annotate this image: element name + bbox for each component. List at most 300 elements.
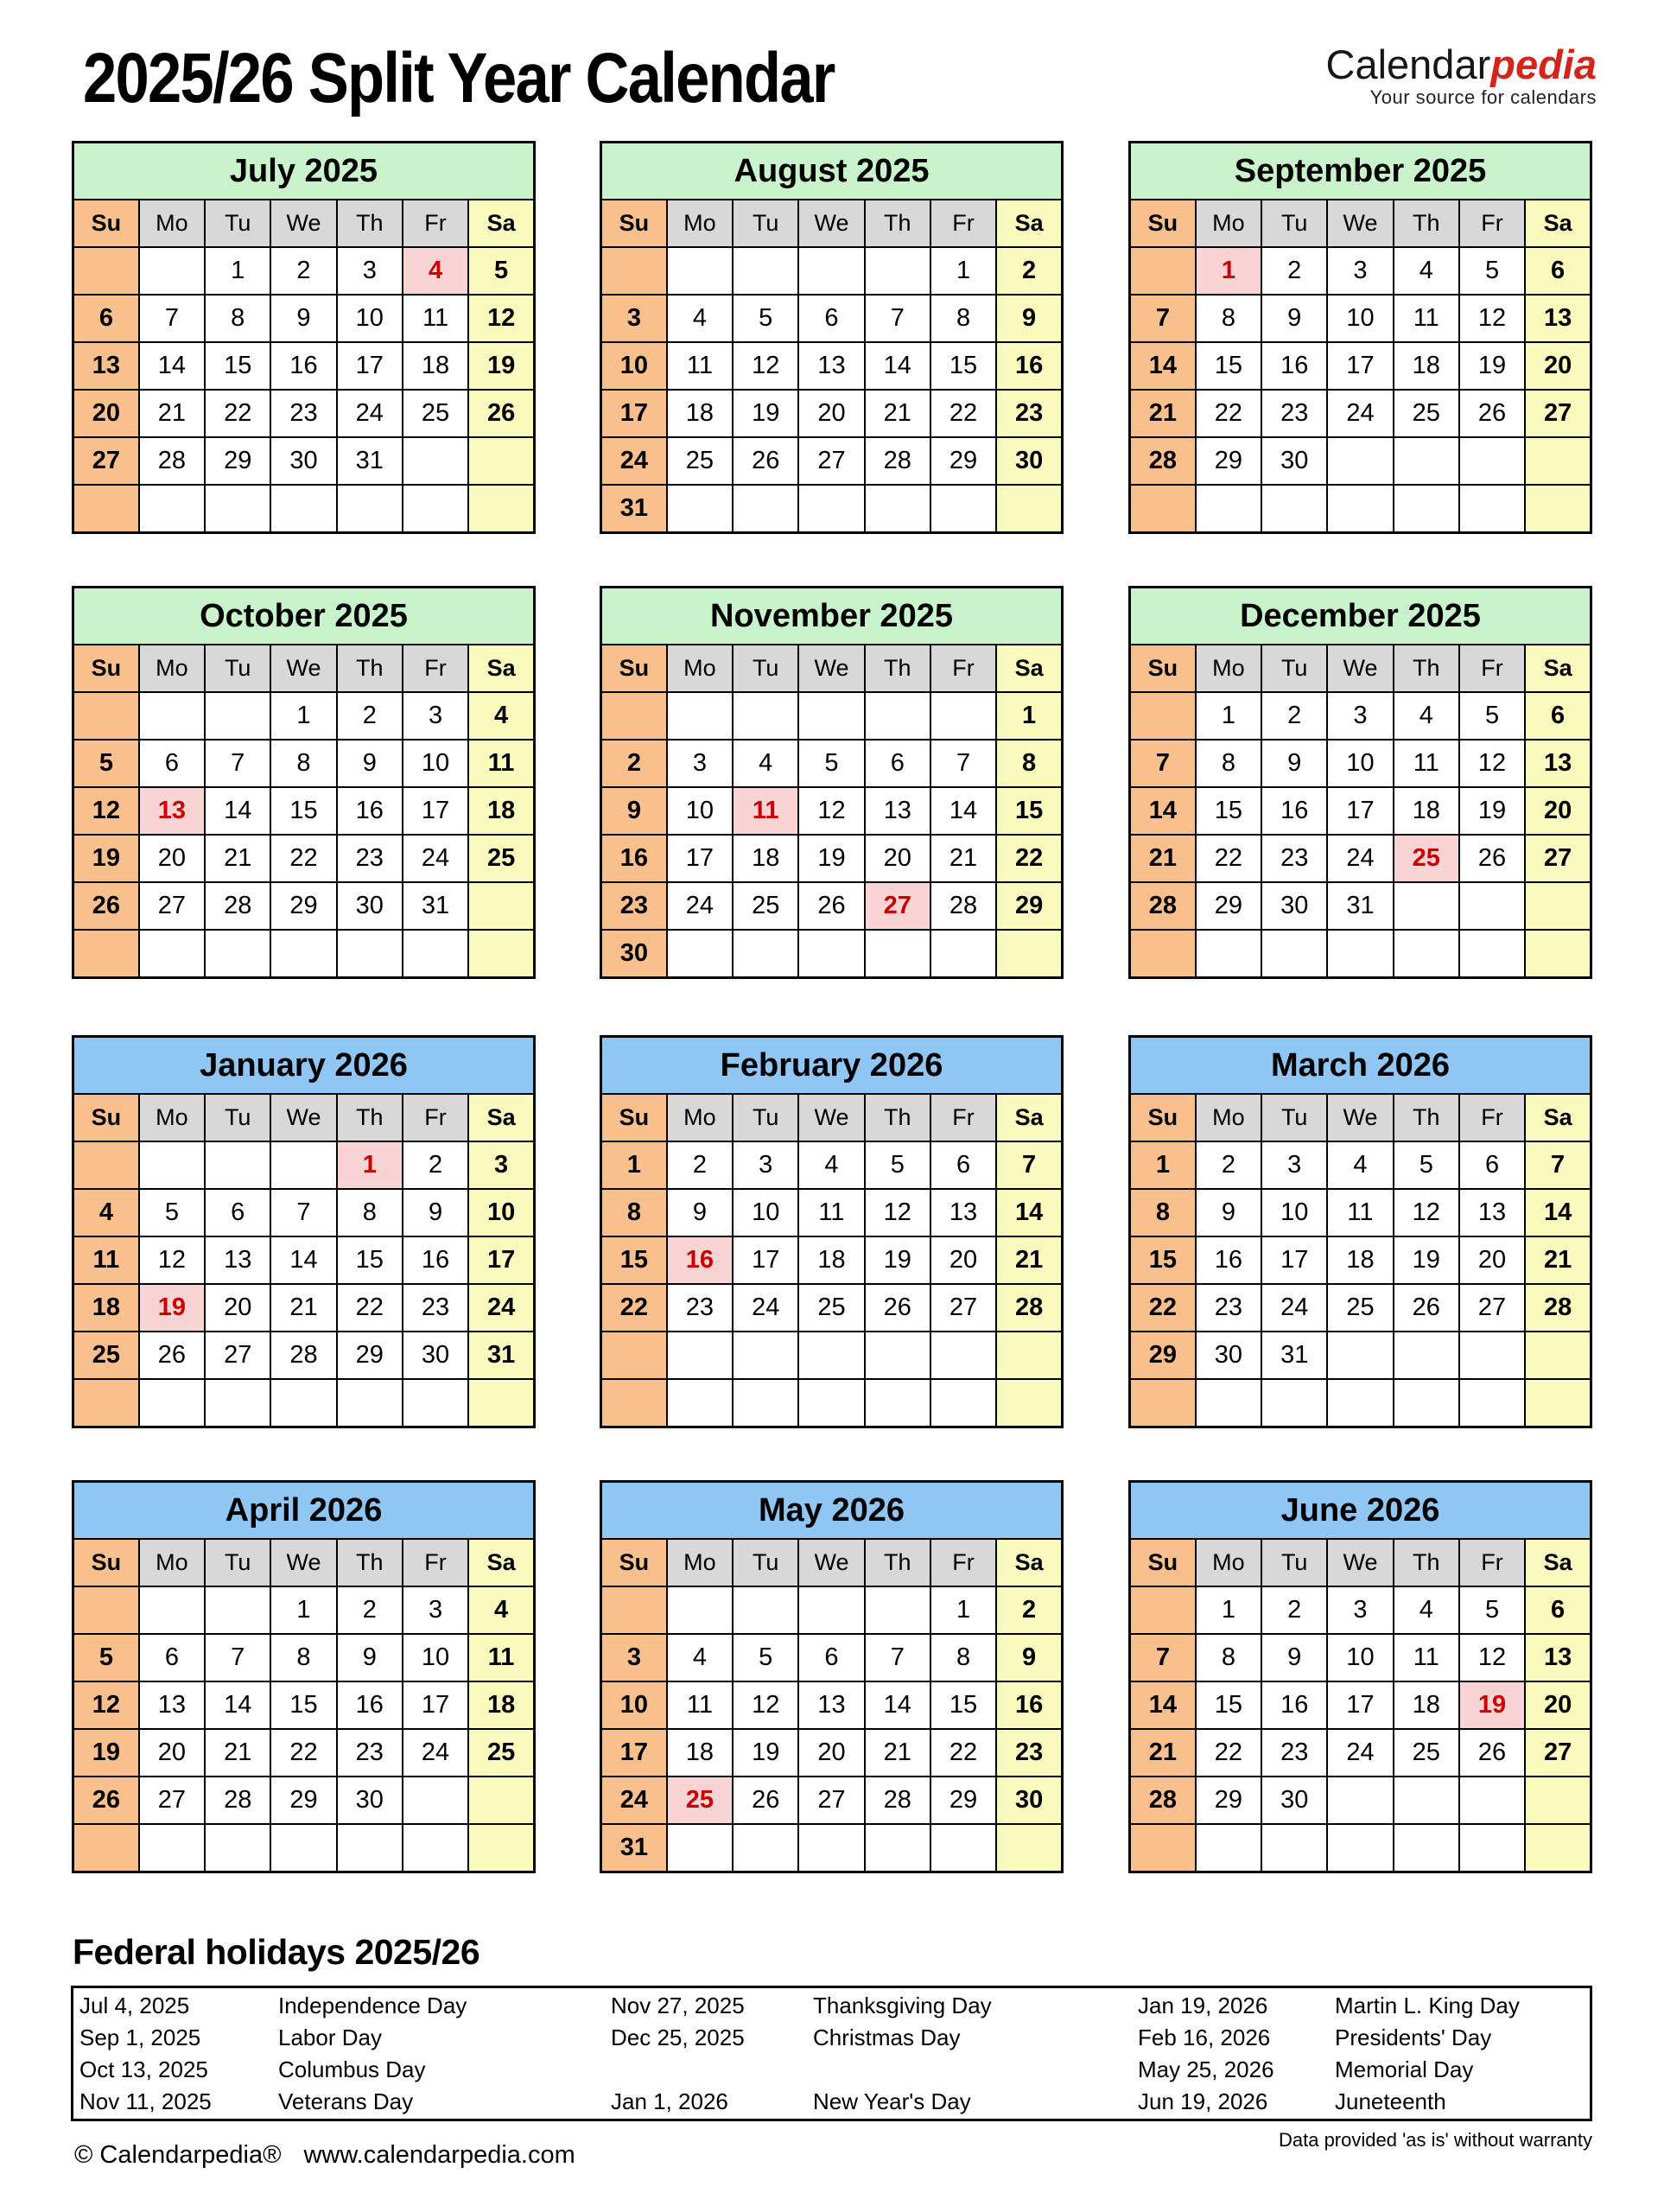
logo-wordmark — [1326, 43, 1597, 86]
holiday-date: Jan 19, 2026 — [1138, 1993, 1268, 2018]
empty-cell — [1394, 437, 1459, 485]
logo-tagline: Your source for calendars — [1369, 86, 1597, 109]
day-name-su: Su — [601, 1539, 667, 1586]
date-cell: 5 — [1459, 1586, 1525, 1634]
day-name-su: Su — [73, 1539, 139, 1586]
date-cell: 29 — [996, 882, 1062, 930]
date-cell: 6 — [139, 740, 205, 787]
date-cell: 4 — [733, 740, 798, 787]
date-cell: 11 — [1327, 1189, 1393, 1236]
date-cell: 19 — [73, 1729, 139, 1777]
date-cell: 18 — [667, 390, 733, 437]
date-cell: 2 — [601, 740, 667, 787]
date-cell: 1 — [930, 1586, 996, 1634]
date-cell: 19 — [1459, 787, 1525, 835]
date-cell: 3 — [468, 1141, 534, 1189]
day-name-th: Th — [865, 645, 930, 692]
date-cell: 23 — [601, 882, 667, 930]
empty-cell — [139, 1586, 205, 1634]
day-name-fr: Fr — [930, 1094, 996, 1141]
holiday-date: Jun 19, 2026 — [1138, 2088, 1268, 2114]
month-title: June 2026 — [1130, 1482, 1591, 1540]
date-cell: 17 — [337, 342, 403, 390]
date-cell: 1 — [1196, 247, 1261, 295]
date-cell: 22 — [270, 1729, 336, 1777]
date-cell: 1 — [270, 692, 336, 740]
date-cell: 6 — [205, 1189, 270, 1236]
date-cell: 1 — [930, 247, 996, 295]
month-table-august-2025 — [600, 141, 1064, 534]
date-cell: 28 — [205, 882, 270, 930]
day-name-th: Th — [337, 200, 403, 247]
day-name-th: Th — [337, 1094, 403, 1141]
date-cell: 27 — [1525, 390, 1591, 437]
month-table-december-2025 — [1128, 586, 1592, 979]
date-cell: 14 — [1525, 1189, 1591, 1236]
date-cell: 8 — [270, 1634, 336, 1681]
month-title: March 2026 — [1130, 1037, 1591, 1095]
date-cell: 30 — [601, 930, 667, 978]
empty-cell — [139, 930, 205, 978]
date-cell: 11 — [468, 740, 534, 787]
date-cell: 18 — [468, 787, 534, 835]
date-cell: 11 — [667, 1681, 733, 1729]
date-cell: 2 — [1261, 692, 1327, 740]
calendarpedia-logo — [1326, 43, 1597, 107]
empty-cell — [468, 882, 534, 930]
date-cell: 27 — [798, 1777, 864, 1824]
date-cell: 8 — [1196, 1634, 1261, 1681]
date-cell: 11 — [1394, 1634, 1459, 1681]
day-name-tu: Tu — [205, 1539, 270, 1586]
empty-cell — [1525, 1379, 1591, 1427]
date-cell: 17 — [1261, 1236, 1327, 1284]
month-table-april-2026 — [72, 1480, 536, 1873]
empty-cell — [1130, 1379, 1196, 1427]
date-cell: 7 — [205, 740, 270, 787]
holiday-name: Christmas Day — [813, 2024, 961, 2050]
date-cell: 6 — [73, 295, 139, 342]
empty-cell — [1130, 485, 1196, 533]
day-name-fr: Fr — [1459, 645, 1525, 692]
date-cell: 28 — [139, 437, 205, 485]
empty-cell — [996, 485, 1062, 533]
date-cell: 10 — [403, 740, 468, 787]
empty-cell — [798, 692, 864, 740]
date-cell: 25 — [667, 1777, 733, 1824]
date-cell: 20 — [930, 1236, 996, 1284]
date-cell: 5 — [1394, 1141, 1459, 1189]
day-name-mo: Mo — [139, 1094, 205, 1141]
empty-cell — [1459, 1379, 1525, 1427]
date-cell: 26 — [798, 882, 864, 930]
date-cell: 22 — [1196, 1729, 1261, 1777]
empty-cell — [337, 485, 403, 533]
federal-holidays-table — [71, 1986, 1592, 2121]
month-table-june-2026 — [1128, 1480, 1592, 1873]
empty-cell — [1394, 485, 1459, 533]
date-cell: 13 — [205, 1236, 270, 1284]
day-name-we: We — [798, 645, 864, 692]
date-cell: 19 — [865, 1236, 930, 1284]
empty-cell — [1394, 1824, 1459, 1872]
date-cell: 14 — [205, 787, 270, 835]
date-cell: 9 — [1261, 740, 1327, 787]
month-title: February 2026 — [601, 1037, 1063, 1095]
date-cell: 16 — [403, 1236, 468, 1284]
day-name-su: Su — [73, 1094, 139, 1141]
month-title: August 2025 — [601, 143, 1063, 200]
date-cell: 17 — [667, 835, 733, 882]
date-cell: 3 — [403, 1586, 468, 1634]
empty-cell — [1327, 485, 1393, 533]
date-cell: 17 — [733, 1236, 798, 1284]
empty-cell — [73, 1379, 139, 1427]
empty-cell — [798, 1379, 864, 1427]
date-cell: 2 — [337, 1586, 403, 1634]
date-cell: 24 — [733, 1284, 798, 1332]
day-name-tu: Tu — [205, 200, 270, 247]
date-cell: 4 — [1394, 247, 1459, 295]
empty-cell — [601, 1332, 667, 1379]
date-cell: 16 — [996, 342, 1062, 390]
date-cell: 29 — [270, 1777, 336, 1824]
holiday-name: Memorial Day — [1335, 2056, 1474, 2082]
holiday-date: May 25, 2026 — [1138, 2056, 1274, 2082]
empty-cell — [1394, 1379, 1459, 1427]
date-cell: 7 — [865, 295, 930, 342]
date-cell: 13 — [798, 1681, 864, 1729]
date-cell: 16 — [601, 835, 667, 882]
empty-cell — [601, 1586, 667, 1634]
date-cell: 14 — [865, 1681, 930, 1729]
month-title: January 2026 — [73, 1037, 535, 1095]
day-name-sa: Sa — [468, 200, 534, 247]
date-cell: 4 — [667, 1634, 733, 1681]
date-cell: 7 — [270, 1189, 336, 1236]
day-name-mo: Mo — [667, 1539, 733, 1586]
date-cell: 19 — [798, 835, 864, 882]
date-cell: 16 — [1261, 1681, 1327, 1729]
day-name-fr: Fr — [930, 200, 996, 247]
date-cell: 2 — [996, 1586, 1062, 1634]
empty-cell — [733, 247, 798, 295]
day-name-fr: Fr — [403, 645, 468, 692]
holiday-date: Nov 27, 2025 — [611, 1993, 745, 2018]
date-cell: 30 — [996, 1777, 1062, 1824]
date-cell: 8 — [930, 1634, 996, 1681]
empty-cell — [798, 485, 864, 533]
date-cell: 20 — [798, 390, 864, 437]
empty-cell — [667, 247, 733, 295]
date-cell: 24 — [403, 1729, 468, 1777]
day-name-su: Su — [73, 645, 139, 692]
date-cell: 1 — [996, 692, 1062, 740]
day-name-sa: Sa — [468, 645, 534, 692]
empty-cell — [403, 485, 468, 533]
empty-cell — [73, 485, 139, 533]
day-name-tu: Tu — [733, 1539, 798, 1586]
date-cell: 18 — [403, 342, 468, 390]
empty-cell — [337, 930, 403, 978]
empty-cell — [1459, 882, 1525, 930]
empty-cell — [1196, 1824, 1261, 1872]
date-cell: 30 — [1196, 1332, 1261, 1379]
date-cell: 3 — [1327, 1586, 1393, 1634]
date-cell: 27 — [139, 1777, 205, 1824]
date-cell: 19 — [468, 342, 534, 390]
date-cell: 1 — [601, 1141, 667, 1189]
empty-cell — [798, 247, 864, 295]
date-cell: 2 — [1261, 1586, 1327, 1634]
date-cell: 25 — [667, 437, 733, 485]
date-cell: 13 — [1525, 1634, 1591, 1681]
day-name-we: We — [798, 1094, 864, 1141]
date-cell: 11 — [733, 787, 798, 835]
day-name-we: We — [1327, 200, 1393, 247]
empty-cell — [601, 1379, 667, 1427]
date-cell: 12 — [139, 1236, 205, 1284]
date-cell: 30 — [337, 1777, 403, 1824]
empty-cell — [270, 1824, 336, 1872]
empty-cell — [930, 485, 996, 533]
date-cell: 30 — [1261, 437, 1327, 485]
date-cell: 17 — [1327, 1681, 1393, 1729]
date-cell: 2 — [1196, 1141, 1261, 1189]
day-name-su: Su — [601, 200, 667, 247]
date-cell: 20 — [798, 1729, 864, 1777]
empty-cell — [1261, 485, 1327, 533]
day-name-th: Th — [865, 200, 930, 247]
empty-cell — [865, 930, 930, 978]
date-cell: 29 — [1130, 1332, 1196, 1379]
day-name-fr: Fr — [403, 1094, 468, 1141]
empty-cell — [1130, 1586, 1196, 1634]
empty-cell — [73, 247, 139, 295]
date-cell: 29 — [205, 437, 270, 485]
date-cell: 31 — [601, 485, 667, 533]
date-cell: 23 — [1261, 835, 1327, 882]
date-cell: 29 — [930, 1777, 996, 1824]
empty-cell — [1130, 692, 1196, 740]
month-table-october-2025 — [72, 586, 536, 979]
date-cell: 14 — [1130, 787, 1196, 835]
date-cell: 6 — [798, 295, 864, 342]
date-cell: 27 — [1525, 835, 1591, 882]
day-name-sa: Sa — [1525, 645, 1591, 692]
date-cell: 15 — [205, 342, 270, 390]
date-cell: 9 — [996, 295, 1062, 342]
empty-cell — [865, 485, 930, 533]
date-cell: 31 — [468, 1332, 534, 1379]
month-table-march-2026 — [1128, 1035, 1592, 1428]
date-cell: 21 — [1130, 390, 1196, 437]
date-cell: 18 — [1394, 342, 1459, 390]
date-cell: 24 — [337, 390, 403, 437]
empty-cell — [205, 930, 270, 978]
empty-cell — [205, 1586, 270, 1634]
date-cell: 24 — [667, 882, 733, 930]
date-cell: 18 — [1327, 1236, 1393, 1284]
footer-url[interactable]: www.calendarpedia.com — [303, 2141, 575, 2169]
date-cell: 23 — [996, 390, 1062, 437]
date-cell: 4 — [798, 1141, 864, 1189]
date-cell: 24 — [1327, 390, 1393, 437]
empty-cell — [270, 930, 336, 978]
empty-cell — [468, 1777, 534, 1824]
date-cell: 16 — [996, 1681, 1062, 1729]
empty-cell — [996, 1824, 1062, 1872]
date-cell: 25 — [403, 390, 468, 437]
day-name-we: We — [798, 1539, 864, 1586]
holiday-name: Presidents' Day — [1335, 2024, 1492, 2050]
date-cell: 11 — [73, 1236, 139, 1284]
date-cell: 27 — [1459, 1284, 1525, 1332]
date-cell: 20 — [73, 390, 139, 437]
holiday-name: Thanksgiving Day — [813, 1993, 992, 2018]
date-cell: 19 — [1459, 342, 1525, 390]
date-cell: 9 — [337, 1634, 403, 1681]
empty-cell — [1459, 437, 1525, 485]
empty-cell — [930, 930, 996, 978]
date-cell: 15 — [1196, 1681, 1261, 1729]
date-cell: 29 — [1196, 1777, 1261, 1824]
date-cell: 17 — [403, 1681, 468, 1729]
date-cell: 10 — [733, 1189, 798, 1236]
logo-word-pedia: pedia — [1490, 41, 1597, 87]
empty-cell — [865, 1379, 930, 1427]
date-cell: 21 — [1525, 1236, 1591, 1284]
date-cell: 18 — [733, 835, 798, 882]
date-cell: 29 — [270, 882, 336, 930]
day-name-sa: Sa — [1525, 1539, 1591, 1586]
month-title: July 2025 — [73, 143, 535, 200]
empty-cell — [601, 247, 667, 295]
day-name-we: We — [1327, 1094, 1393, 1141]
date-cell: 10 — [1261, 1189, 1327, 1236]
date-cell: 3 — [403, 692, 468, 740]
date-cell: 27 — [798, 437, 864, 485]
empty-cell — [798, 1586, 864, 1634]
date-cell: 3 — [1261, 1141, 1327, 1189]
day-name-mo: Mo — [1196, 1094, 1261, 1141]
date-cell: 19 — [733, 390, 798, 437]
date-cell: 11 — [468, 1634, 534, 1681]
date-cell: 25 — [1394, 1729, 1459, 1777]
empty-cell — [996, 930, 1062, 978]
date-cell: 24 — [1261, 1284, 1327, 1332]
date-cell: 5 — [1459, 692, 1525, 740]
day-name-th: Th — [1394, 645, 1459, 692]
empty-cell — [798, 930, 864, 978]
empty-cell — [1525, 485, 1591, 533]
date-cell: 21 — [205, 835, 270, 882]
empty-cell — [733, 1379, 798, 1427]
page-title: 2025/26 Split Year Calendar — [83, 39, 835, 118]
date-cell: 21 — [1130, 1729, 1196, 1777]
date-cell: 15 — [337, 1236, 403, 1284]
date-cell: 19 — [1394, 1236, 1459, 1284]
date-cell: 29 — [337, 1332, 403, 1379]
date-cell: 6 — [1525, 692, 1591, 740]
date-cell: 6 — [139, 1634, 205, 1681]
day-name-su: Su — [1130, 200, 1196, 247]
federal-holidays-heading: Federal holidays 2025/26 — [73, 1932, 480, 1972]
empty-cell — [798, 1332, 864, 1379]
holiday-name: Labor Day — [278, 2024, 382, 2050]
day-name-tu: Tu — [733, 200, 798, 247]
date-cell: 12 — [733, 1681, 798, 1729]
date-cell: 10 — [1327, 740, 1393, 787]
empty-cell — [1459, 1824, 1525, 1872]
date-cell: 10 — [1327, 295, 1393, 342]
holiday-date: Oct 13, 2025 — [79, 2056, 208, 2082]
date-cell: 17 — [403, 787, 468, 835]
empty-cell — [1525, 1777, 1591, 1824]
empty-cell — [1327, 437, 1393, 485]
empty-cell — [1327, 1379, 1393, 1427]
date-cell: 30 — [996, 437, 1062, 485]
day-name-we: We — [270, 1539, 336, 1586]
date-cell: 13 — [73, 342, 139, 390]
date-cell: 16 — [337, 787, 403, 835]
date-cell: 17 — [1327, 787, 1393, 835]
date-cell: 10 — [403, 1634, 468, 1681]
date-cell: 14 — [205, 1681, 270, 1729]
date-cell: 6 — [865, 740, 930, 787]
empty-cell — [468, 1379, 534, 1427]
empty-cell — [733, 485, 798, 533]
date-cell: 23 — [337, 835, 403, 882]
date-cell: 11 — [1394, 740, 1459, 787]
date-cell: 4 — [73, 1189, 139, 1236]
date-cell: 30 — [270, 437, 336, 485]
date-cell: 21 — [1130, 835, 1196, 882]
empty-cell — [1130, 247, 1196, 295]
date-cell: 26 — [865, 1284, 930, 1332]
date-cell: 1 — [1130, 1141, 1196, 1189]
empty-cell — [667, 1332, 733, 1379]
empty-cell — [667, 1379, 733, 1427]
date-cell: 3 — [667, 740, 733, 787]
date-cell: 31 — [337, 437, 403, 485]
date-cell: 7 — [996, 1141, 1062, 1189]
date-cell: 10 — [667, 787, 733, 835]
date-cell: 19 — [73, 835, 139, 882]
date-cell: 16 — [667, 1236, 733, 1284]
empty-cell — [1130, 930, 1196, 978]
date-cell: 2 — [996, 247, 1062, 295]
date-cell: 16 — [1261, 342, 1327, 390]
date-cell: 18 — [468, 1681, 534, 1729]
empty-cell — [73, 1141, 139, 1189]
day-name-su: Su — [1130, 645, 1196, 692]
date-cell: 28 — [865, 437, 930, 485]
date-cell: 21 — [205, 1729, 270, 1777]
date-cell: 26 — [468, 390, 534, 437]
empty-cell — [733, 1586, 798, 1634]
date-cell: 25 — [468, 1729, 534, 1777]
empty-cell — [1394, 930, 1459, 978]
date-cell: 27 — [1525, 1729, 1591, 1777]
day-name-mo: Mo — [667, 1094, 733, 1141]
empty-cell — [1196, 485, 1261, 533]
date-cell: 23 — [270, 390, 336, 437]
month-title: December 2025 — [1130, 588, 1591, 645]
date-cell: 28 — [1130, 1777, 1196, 1824]
date-cell: 26 — [1394, 1284, 1459, 1332]
date-cell: 9 — [1196, 1189, 1261, 1236]
